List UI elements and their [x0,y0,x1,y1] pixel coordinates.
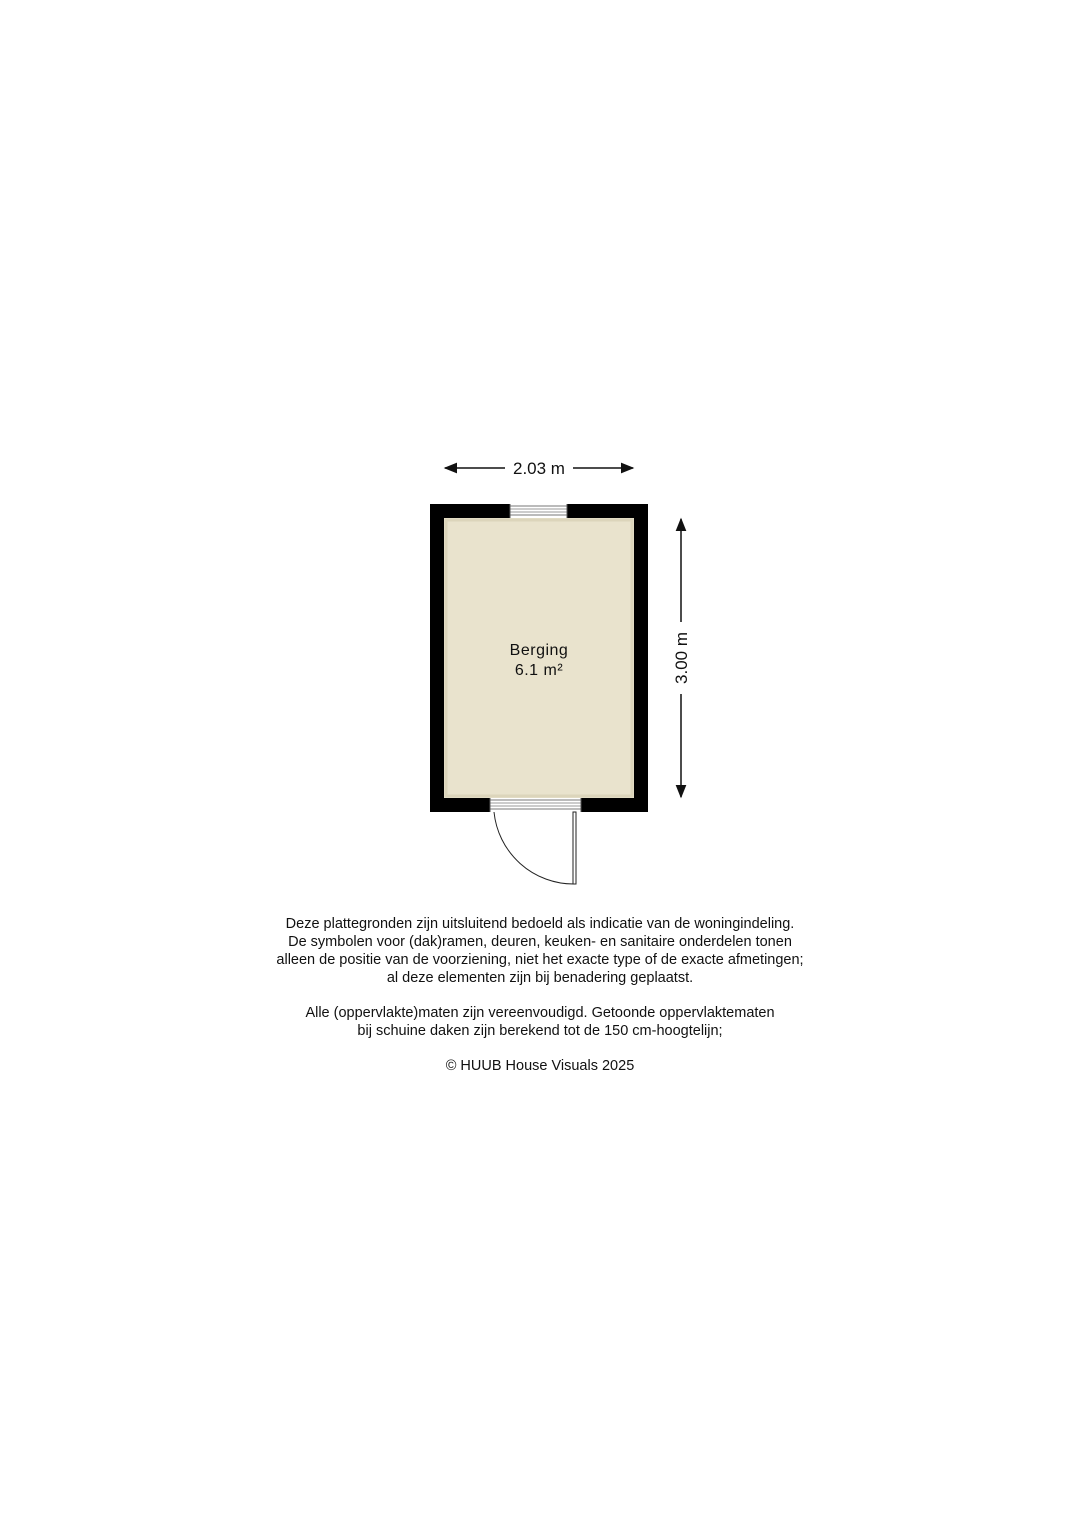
copyright [190,1057,890,1075]
door-leaf [573,812,576,884]
disclaimer-line: al deze elementen zijn bij benadering geplaatst. [386,970,694,986]
door-swing-arc [494,812,574,884]
window [510,504,567,518]
door [490,798,581,884]
width-dimension [445,459,633,478]
disclaimer-line: bij schuine daken zijn berekend tot de 150 cm-hoogtelijn; [357,1023,723,1039]
room-name: Berging [509,642,569,659]
disclaimer-paragraph-1 [190,915,890,987]
disclaimer [190,915,890,1092]
disclaimer-line: De symbolen voor (dak)ramen, deuren, keuken- en sanitaire onderdelen tonen [288,934,792,950]
disclaimer-line: Deze plattegronden zijn uitsluitend bedoeld als indicatie van de woningindeling. [285,916,795,932]
disclaimer-line: alleen de positie van de voorziening, niet het exacte type of de exacte afmetingen; [276,952,804,968]
height-dimension-label: 3.00 m [672,632,691,684]
disclaimer-paragraph-2 [190,1004,890,1040]
disclaimer-line: Alle (oppervlakte)maten zijn vereenvoudigd. Getoonde oppervlaktematen [305,1005,775,1021]
room-area: 6.1 m² [514,662,564,679]
height-dimension [672,519,691,797]
width-dimension-label: 2.03 m [513,459,565,478]
copyright-text: © HUUB House Visuals 2025 [445,1058,635,1074]
